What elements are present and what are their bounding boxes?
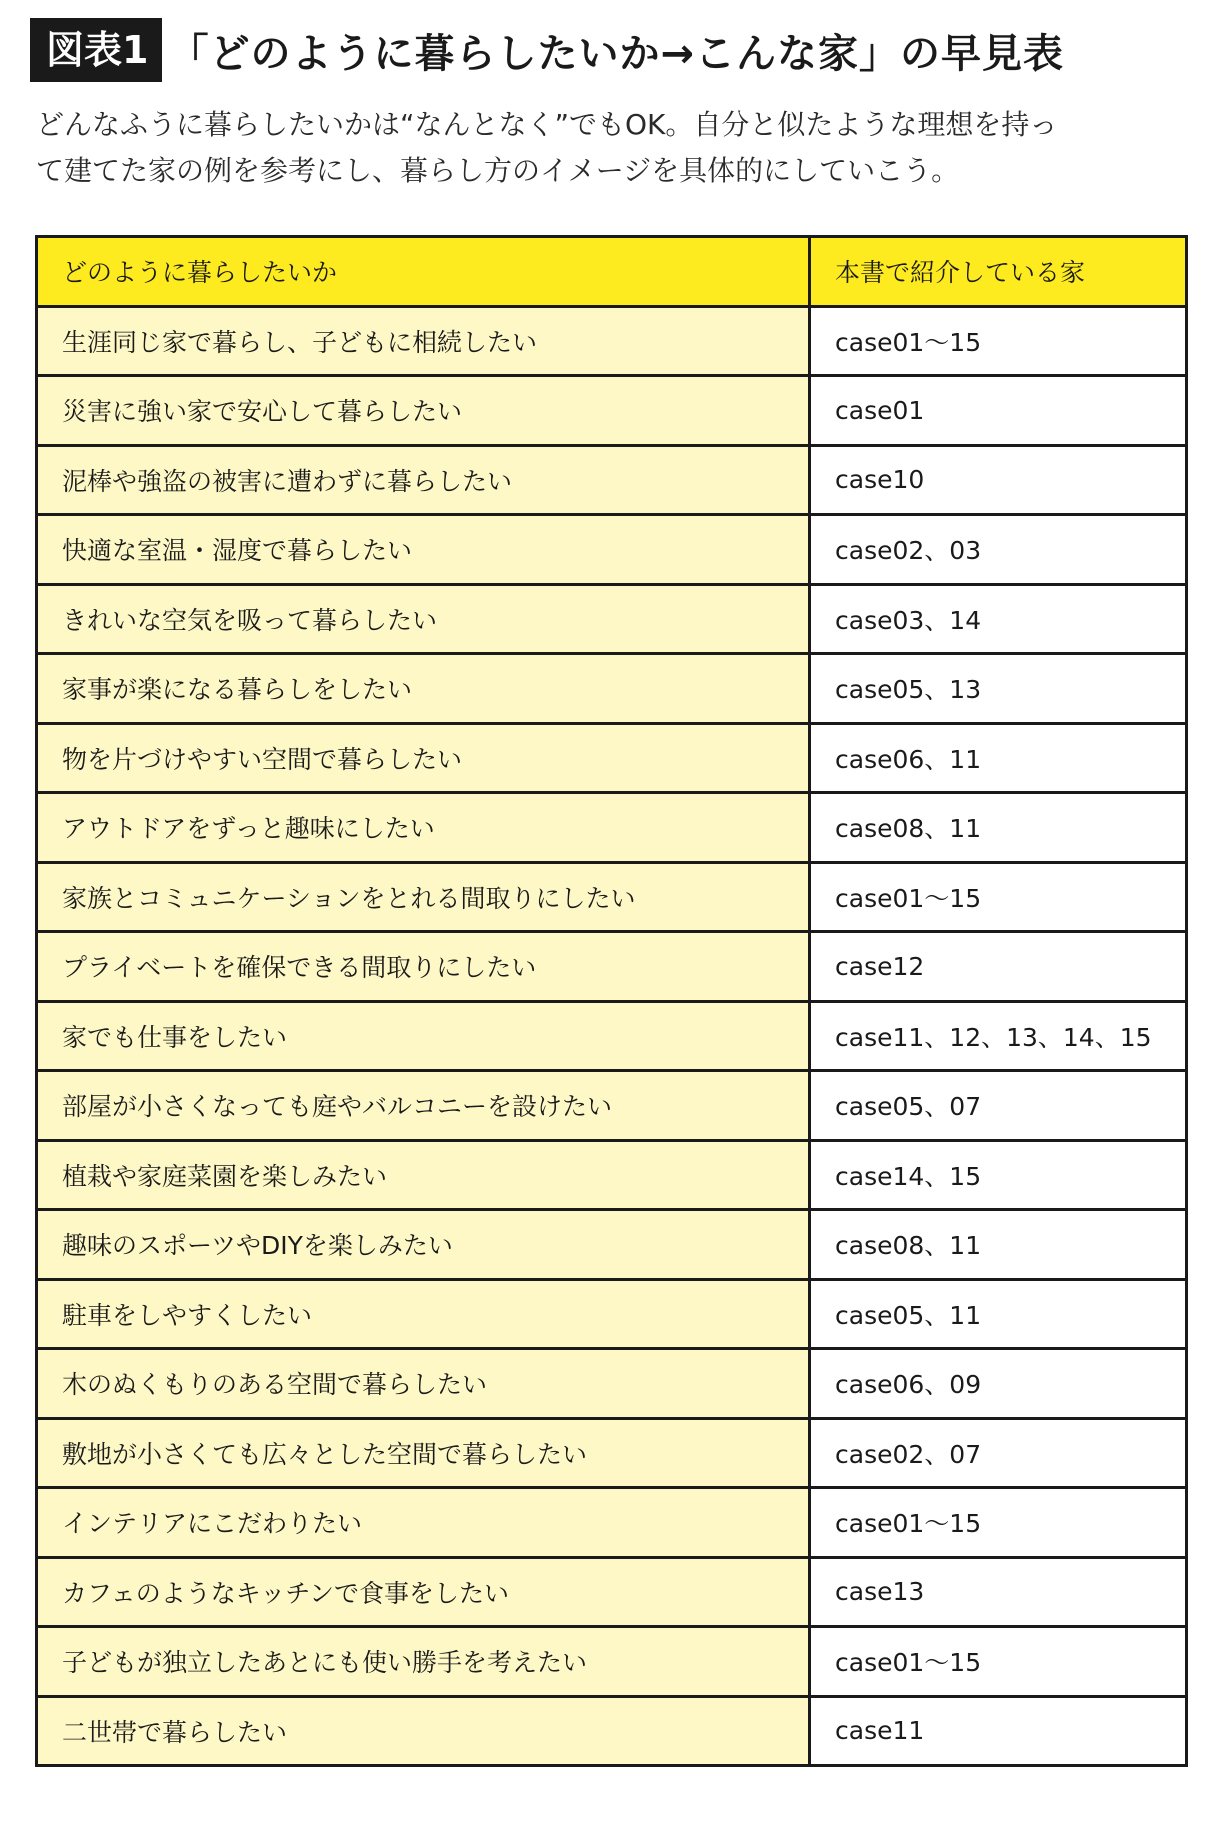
desire-cell: アウトドアをずっと趣味にしたい <box>37 793 810 863</box>
desire-cell: 泥棒や強盗の被害に遭わずに暮らしたい <box>37 445 810 515</box>
desire-cell: 子どもが独立したあとにも使い勝手を考えたい <box>37 1627 810 1697</box>
table-row <box>37 1557 1187 1627</box>
figure-title: 「どのように暮らしたいか→こんな家」の早見表 <box>168 30 1064 77</box>
desire-cell: 家事が楽になる暮らしをしたい <box>37 654 810 724</box>
table-row <box>37 1140 1187 1210</box>
desire-cell: 部屋が小さくなっても庭やバルコニーを設けたい <box>37 1071 810 1141</box>
table-header-row <box>37 237 1187 307</box>
desire-cell: プライベートを確保できる間取りにしたい <box>37 932 810 1002</box>
table-row <box>37 793 1187 863</box>
desire-cell: きれいな空気を吸って暮らしたい <box>37 584 810 654</box>
table-row <box>37 1071 1187 1141</box>
desire-cell: 家族とコミュニケーションをとれる間取りにしたい <box>37 862 810 932</box>
table-row <box>37 376 1187 446</box>
table-row <box>37 1210 1187 1280</box>
desire-cell: 敷地が小さくても広々とした空間で暮らしたい <box>37 1418 810 1488</box>
desire-cell: 木のぬくもりのある空間で暮らしたい <box>37 1349 810 1419</box>
cases-cell: case12 <box>810 932 1187 1002</box>
desire-cell: 駐車をしやすくしたい <box>37 1279 810 1349</box>
desire-cell: 家でも仕事をしたい <box>37 1001 810 1071</box>
desire-cell: 災害に強い家で安心して暮らしたい <box>37 376 810 446</box>
desire-cell: 植栽や家庭菜園を楽しみたい <box>37 1140 810 1210</box>
header-desire: どのように暮らしたいか <box>37 237 810 307</box>
cases-cell: case01～15 <box>810 306 1187 376</box>
cases-cell: case01 <box>810 376 1187 446</box>
cases-cell: case03、14 <box>810 584 1187 654</box>
lead-line-2: て建てた家の例を参考にし、暮らし方のイメージを具体的にしていこう。 <box>36 154 960 187</box>
desire-cell: 二世帯で暮らしたい <box>37 1696 810 1766</box>
cases-cell: case05、07 <box>810 1071 1187 1141</box>
desire-cell: 趣味のスポーツやDIYを楽しみたい <box>37 1210 810 1280</box>
figure-badge: 図表1 <box>30 18 162 82</box>
table-row <box>37 306 1187 376</box>
cases-cell: case02、03 <box>810 515 1187 585</box>
table-row <box>37 1627 1187 1697</box>
cases-cell: case02、07 <box>810 1418 1187 1488</box>
cases-cell: case01～15 <box>810 1627 1187 1697</box>
cases-cell: case01～15 <box>810 1488 1187 1558</box>
desire-cell: カフェのようなキッチンで食事をしたい <box>37 1557 810 1627</box>
table-row <box>37 584 1187 654</box>
cases-cell: case08、11 <box>810 1210 1187 1280</box>
table-row <box>37 723 1187 793</box>
cases-cell: case11、12、13、14、15 <box>810 1001 1187 1071</box>
table-row <box>37 654 1187 724</box>
lookup-table <box>35 235 1188 1767</box>
table-row <box>37 932 1187 1002</box>
table-row <box>37 1418 1187 1488</box>
desire-cell: 快適な室温・湿度で暮らしたい <box>37 515 810 585</box>
table-row <box>37 1001 1187 1071</box>
table-row <box>37 1696 1187 1766</box>
table-row <box>37 445 1187 515</box>
cases-cell: case01～15 <box>810 862 1187 932</box>
cases-cell: case06、09 <box>810 1349 1187 1419</box>
cases-cell: case11 <box>810 1696 1187 1766</box>
header-cases: 本書で紹介している家 <box>810 237 1187 307</box>
desire-cell: 物を片づけやすい空間で暮らしたい <box>37 723 810 793</box>
lead-line-1: どんなふうに暮らしたいかは“なんとなく”でもOK。自分と似たような理想を持っ <box>36 108 1058 141</box>
table-row <box>37 1488 1187 1558</box>
cases-cell: case08、11 <box>810 793 1187 863</box>
table-row <box>37 862 1187 932</box>
cases-cell: case05、13 <box>810 654 1187 724</box>
cases-cell: case14、15 <box>810 1140 1187 1210</box>
cases-cell: case10 <box>810 445 1187 515</box>
figure-header <box>30 18 1064 82</box>
cases-cell: case13 <box>810 1557 1187 1627</box>
cases-cell: case06、11 <box>810 723 1187 793</box>
desire-cell: 生涯同じ家で暮らし、子どもに相続したい <box>37 306 810 376</box>
lead-text <box>36 102 1196 194</box>
desire-cell: インテリアにこだわりたい <box>37 1488 810 1558</box>
cases-cell: case05、11 <box>810 1279 1187 1349</box>
table-row <box>37 1279 1187 1349</box>
table-row <box>37 1349 1187 1419</box>
table-row <box>37 515 1187 585</box>
